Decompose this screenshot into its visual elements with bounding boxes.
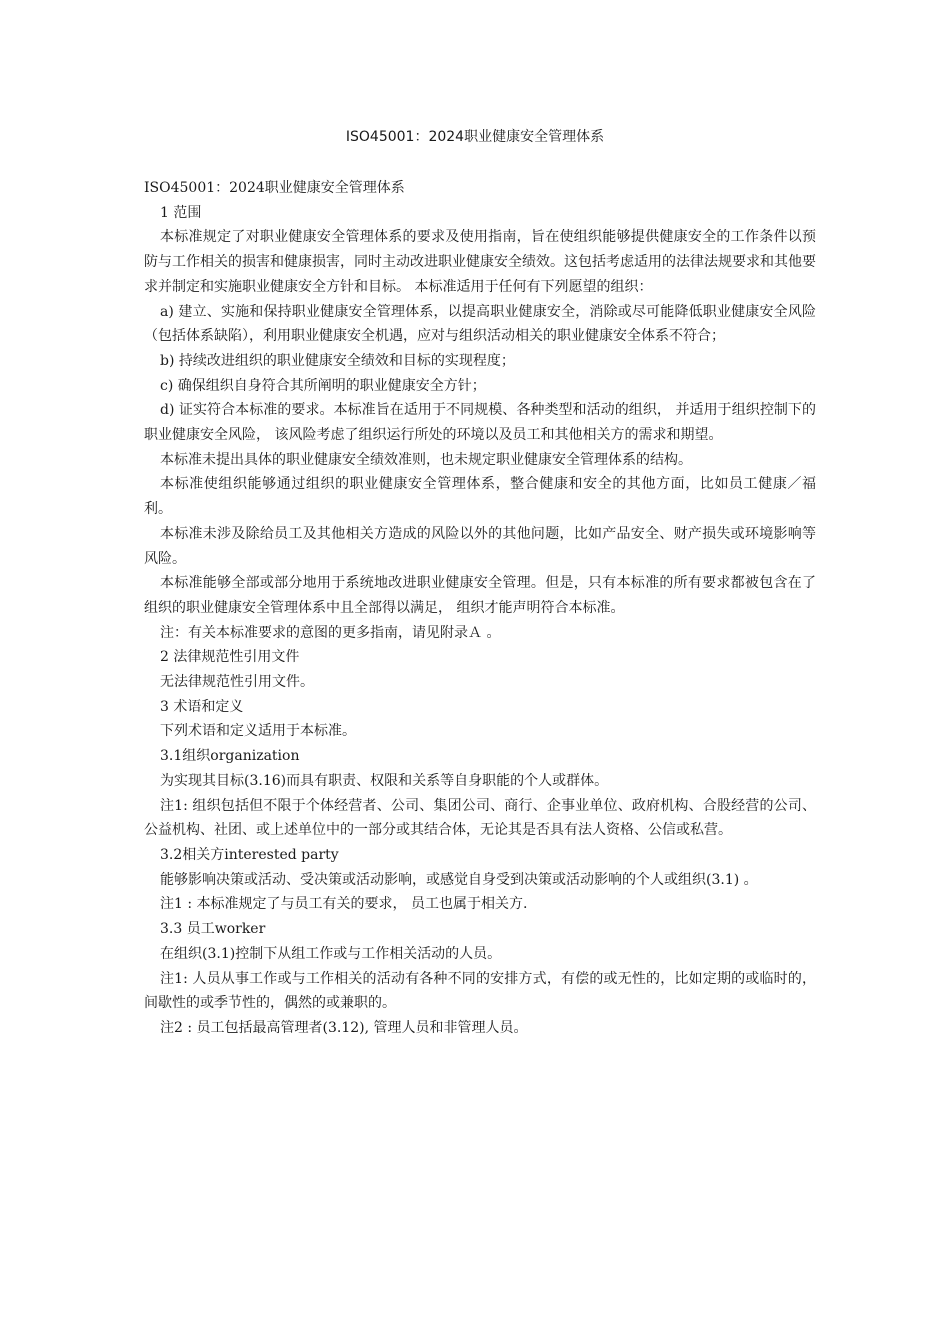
section-heading-references: 2 法律规范性引用文件: [160, 649, 300, 666]
term-definition: 能够影响决策或活动、受决策或活动影响，或感觉自身受到决策或活动影响的个人或组织(3.1) 。: [160, 871, 758, 888]
document-title: ISO45001：2024职业健康安全管理体系: [345, 129, 605, 145]
section-heading-terms: 3 术语和定义: [160, 698, 244, 715]
document-body: [144, 176, 816, 1041]
list-item-a: a) 建立、实施和保持职业健康安全管理体系，以提高职业健康安全，消除或尽可能降低职业健康安全风险（包括体系缺陷），利用职业健康安全机遇，应对与组织活动相关的职业健康安全体系不符合；: [144, 303, 816, 345]
paragraph: 本标准未涉及除给员工及其他相关方造成的风险以外的其他问题，比如产品安全、财产损失或环境影响等风险。: [144, 525, 816, 567]
list-item-c: c) 确保组织自身符合其所阐明的职业健康安全方针；: [160, 377, 486, 394]
note: 注2 : 员工包括最高管理者(3.12), 管理人员和非管理人员。: [160, 1019, 528, 1036]
note: 注1: 人员从事工作或与工作相关的活动有各种不同的安排方式，有偿的或无性的，比如定期的或临时的，间歇性的或季节性的，偶然的或兼职的。: [144, 970, 816, 1012]
term-heading: 3.3 员工worker: [160, 921, 266, 938]
term-definition: 在组织(3.1)控制下从组工作或与工作相关活动的人员。: [160, 945, 502, 962]
list-item-b: b) 持续改进组织的职业健康安全绩效和目标的实现程度；: [160, 352, 515, 369]
paragraph: 本标准规定了对职业健康安全管理体系的要求及使用指南，旨在使组织能够提供健康安全的工作条件以预防与工作相关的损害和健康损害，同时主动改进职业健康安全绩效。这包括考虑适用的法律法规要求和其他要求并制定和实施职业健康安全方针和目标。 本标准适用于任何有下列愿望的组织：: [144, 229, 816, 295]
note: 注1: 组织包括但不限于个体经营者、公司、集团公司、商行、企事业单位、政府机构、合股经营的公司、公益机构、社团、或上述单位中的一部分或其结合体，无论其是否具有法人资格、公信或私营。: [144, 797, 816, 839]
term-definition: 为实现其目标(3.16)而具有职责、权限和关系等自身职能的个人或群体。: [160, 772, 609, 789]
term-heading: 3.1组织organization: [160, 748, 300, 765]
note: 注：有关本标准要求的意图的更多指南，请见附录Ａ 。: [160, 624, 501, 641]
term-heading: 3.2相关方interested party: [160, 846, 339, 863]
body-heading: ISO45001：2024职业健康安全管理体系: [144, 180, 405, 196]
paragraph: 本标准能够全部或部分地用于系统地改进职业健康安全管理。但是，只有本标准的所有要求都被包含在了组织的职业健康安全管理体系中且全部得以满足， 组织才能声明符合本标准。: [144, 575, 816, 616]
paragraph: 本标准使组织能够通过组织的职业健康安全管理体系，整合健康和安全的其他方面，比如员工健康／福利。: [144, 476, 816, 518]
paragraph: 本标准未提出具体的职业健康安全绩效准则，也未规定职业健康安全管理体系的结构。: [160, 451, 692, 468]
note: 注1 : 本标准规定了与员工有关的要求， 员工也属于相关方.: [160, 896, 528, 913]
paragraph: 下列术语和定义适用于本标准。: [160, 723, 356, 740]
paragraph: 无法律规范性引用文件。: [160, 674, 314, 691]
list-item-d: d) 证实符合本标准的要求。本标准旨在适用于不同规模、各种类型和活动的组织， 并适用于组织控制下的职业健康安全风险， 该风险考虑了组织运行所处的环境以及员工和其他相关方的需求和期望。: [144, 402, 816, 444]
section-heading-scope: 1 范围: [160, 204, 202, 221]
